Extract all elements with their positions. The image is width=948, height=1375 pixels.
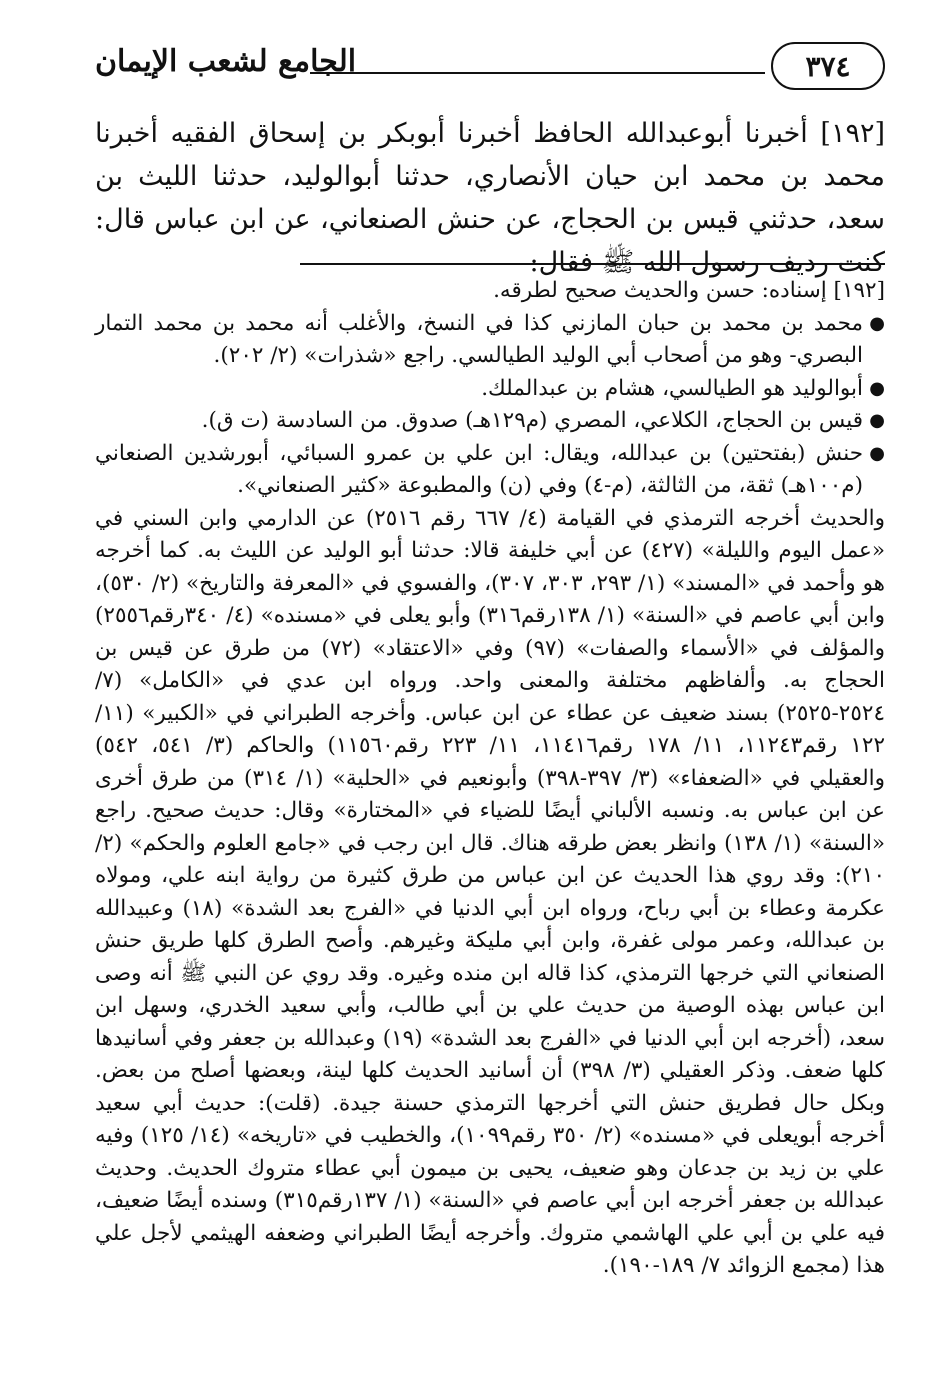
book-title: الجامع لشعب الإيمان bbox=[95, 44, 357, 79]
narrator-note: ● قيس بن الحجاج، الكلاعي، المصري (م١٢٩هـ) صدوق. من السادسة (ت ق). bbox=[95, 405, 863, 438]
narrator-list bbox=[95, 308, 885, 503]
bullet-icon: ● bbox=[869, 410, 885, 431]
takhrij-commentary: والحديث أخرجه الترمذي في القيامة (٤/ ٦٦٧ رقم ٢٥١٦) عن الدارمي وابن السني في «عمل اليوم والليلة» (٤٢٧) عن أبي خليفة قالا: حدثنا أبو الوليد عن الليث به. كما أخرجه هو وأحمد في «المسند» (١/ ٢٩٣، ٣٠٣، ٣٠٧)، والفسوي في «المعرفة والتاريخ» (٢/ ٥٣٠)، وابن أبي عاصم في «السنة» (١/ ١٣٨رقم٣١٦) وأبو يعلى في «مسنده» (٤/ ٣٤٠رقم٢٥٥٦) والمؤلف في «الأسماء والصفات» (٩٧) وفي «الاعتقاد» (٧٢) من طرق عن قيس بن الحجاج به. وألفاظهم مختلفة والمعنى واحد. ورواه ابن عدي في «الكامل» (٧/ ٢٥٢٤-٢٥٢٥) بسند ضعيف عن عطاء عن ابن عباس. وأخرجه الطبراني في «الكبير» (١١/ ١٢٢ رقم١١٢٤٣، ١١/ ١٧٨ رقم١١٤١٦، ١١/ ٢٢٣ رقم١١٥٦٠) والحاكم (٣/ ٥٤١، ٥٤٢) والعقيلي في «الضعفاء» (٣/ ٣٩٧-٣٩٨) وأبونعيم في «الحلية» (١/ ٣١٤) من طرق أخرى عن ابن عباس به. ونسبه الألباني أيضًا للضياء في «المختارة» وقال: حديث صحيح. راجع «السنة» (١/ ١٣٨) وانظر بعض طرقه هناك. قال ابن رجب في «جامع العلوم والحكم» (٢/ ٢١٠): وقد روي هذا الحديث عن ابن عباس من طرق كثيرة من رواية ابنه علي، ومولاه عكرمة وعطاء بن أبي رباح، ورواه ابن أبي الدنيا في «الفرج بعد الشدة» (١٨) وعبيدالله بن عبدالله، وعمر مولى غفرة، وابن أبي مليكة وغيرهم. وأصح الطرق كلها طريق حنش الصنعاني التي خرجها الترمذي، كذا قاله ابن منده وغيره. وقد روي عن النبي ﷺ أنه وصى ابن عباس بهذه الوصية من حديث علي بن أبي طالب، وأبي سعيد الخدري، وسهل ابن سعد، (أخرجه ابن أبي الدنيا في «الفرج بعد الشدة» (١٩) وعبدالله بن جعفر وفي أسانيدها كلها ضعف. وذكر العقيلي (٣/ ٣٩٨) أن أسانيد الحديث كلها لينة، وبعضها أصلح من بعض. وبكل حال فطريق حنش التي أخرجها الترمذي حسنة جيدة. (قلت): حديث أبي سعيد أخرجه أبويعلى في «مسنده» (٢/ ٣٥٠ رقم١٠٩٩)، والخطيب في «تاريخه» (١٤/ ١٢٥) وفيه علي بن زيد بن جدعان وهو ضعيف، يحيى بن ميمون أبي عطاء متروك الحديث. وحديث عبدالله بن جعفر أخرجه ابن أبي عاصم في «السنة» (١/ ١٣٧رقم٣١٥) وسنده أيضًا ضعيف، فيه علي بن أبي علي الهاشمي متروك. وأخرجه أيضًا الطبراني وضعفه الهيثمي لأجل علي هذا (مجمع الزوائد ٧/ ١٨٩-١٩٠). bbox=[95, 505, 886, 1278]
bullet-icon: ● bbox=[869, 312, 885, 334]
page-number-badge bbox=[771, 42, 885, 90]
page-header bbox=[95, 40, 885, 102]
bullet-icon: ● bbox=[869, 442, 885, 464]
hadith-text bbox=[95, 112, 885, 284]
header-rule bbox=[310, 72, 765, 74]
narrator-note: ● محمد بن محمد بن حبان المازني كذا في النسخ، والأغلب أنه محمد بن محمد التمار البصري- وهو من أصحاب أبي الوليد الطيالسي. راجع «شذرات» (٢/ ٢٠٢). bbox=[95, 308, 863, 373]
isnad-heading: [١٩٢] إسناده: حسن والحديث صحيح لطرقه. bbox=[493, 278, 885, 303]
footnote-separator bbox=[300, 263, 885, 265]
narrator-note: ● حنش (بفتحتين) بن عبدالله، ويقال: ابن علي بن عمرو السبائي، أبورشدين الصنعاني (م١٠٠هـ) ثقة، من الثالثة، (م-٤) وفي (ن) والمطبوعة «كثير الصنعاني». bbox=[95, 438, 863, 503]
footnotes bbox=[95, 275, 885, 1283]
page-number: ٣٧٤ bbox=[805, 49, 851, 83]
bullet-icon: ● bbox=[869, 377, 885, 399]
hadith-number: [١٩٢] bbox=[820, 118, 885, 149]
narrator-note: ● أبوالوليد هو الطيالسي، هشام بن عبدالملك. bbox=[95, 373, 863, 406]
hadith-body: أخبرنا أبوعبدالله الحافظ أخبرنا أبوبكر بن إسحاق الفقيه أخبرنا محمد بن محمد ابن حيان الأنصاري، حدثنا أبوالوليد، حدثنا الليث بن سعد، حدثني قيس بن الحجاج، عن حنش الصنعاني، عن ابن عباس قال: كنت رديف رسول الله ﷺ فقال: bbox=[95, 118, 885, 278]
